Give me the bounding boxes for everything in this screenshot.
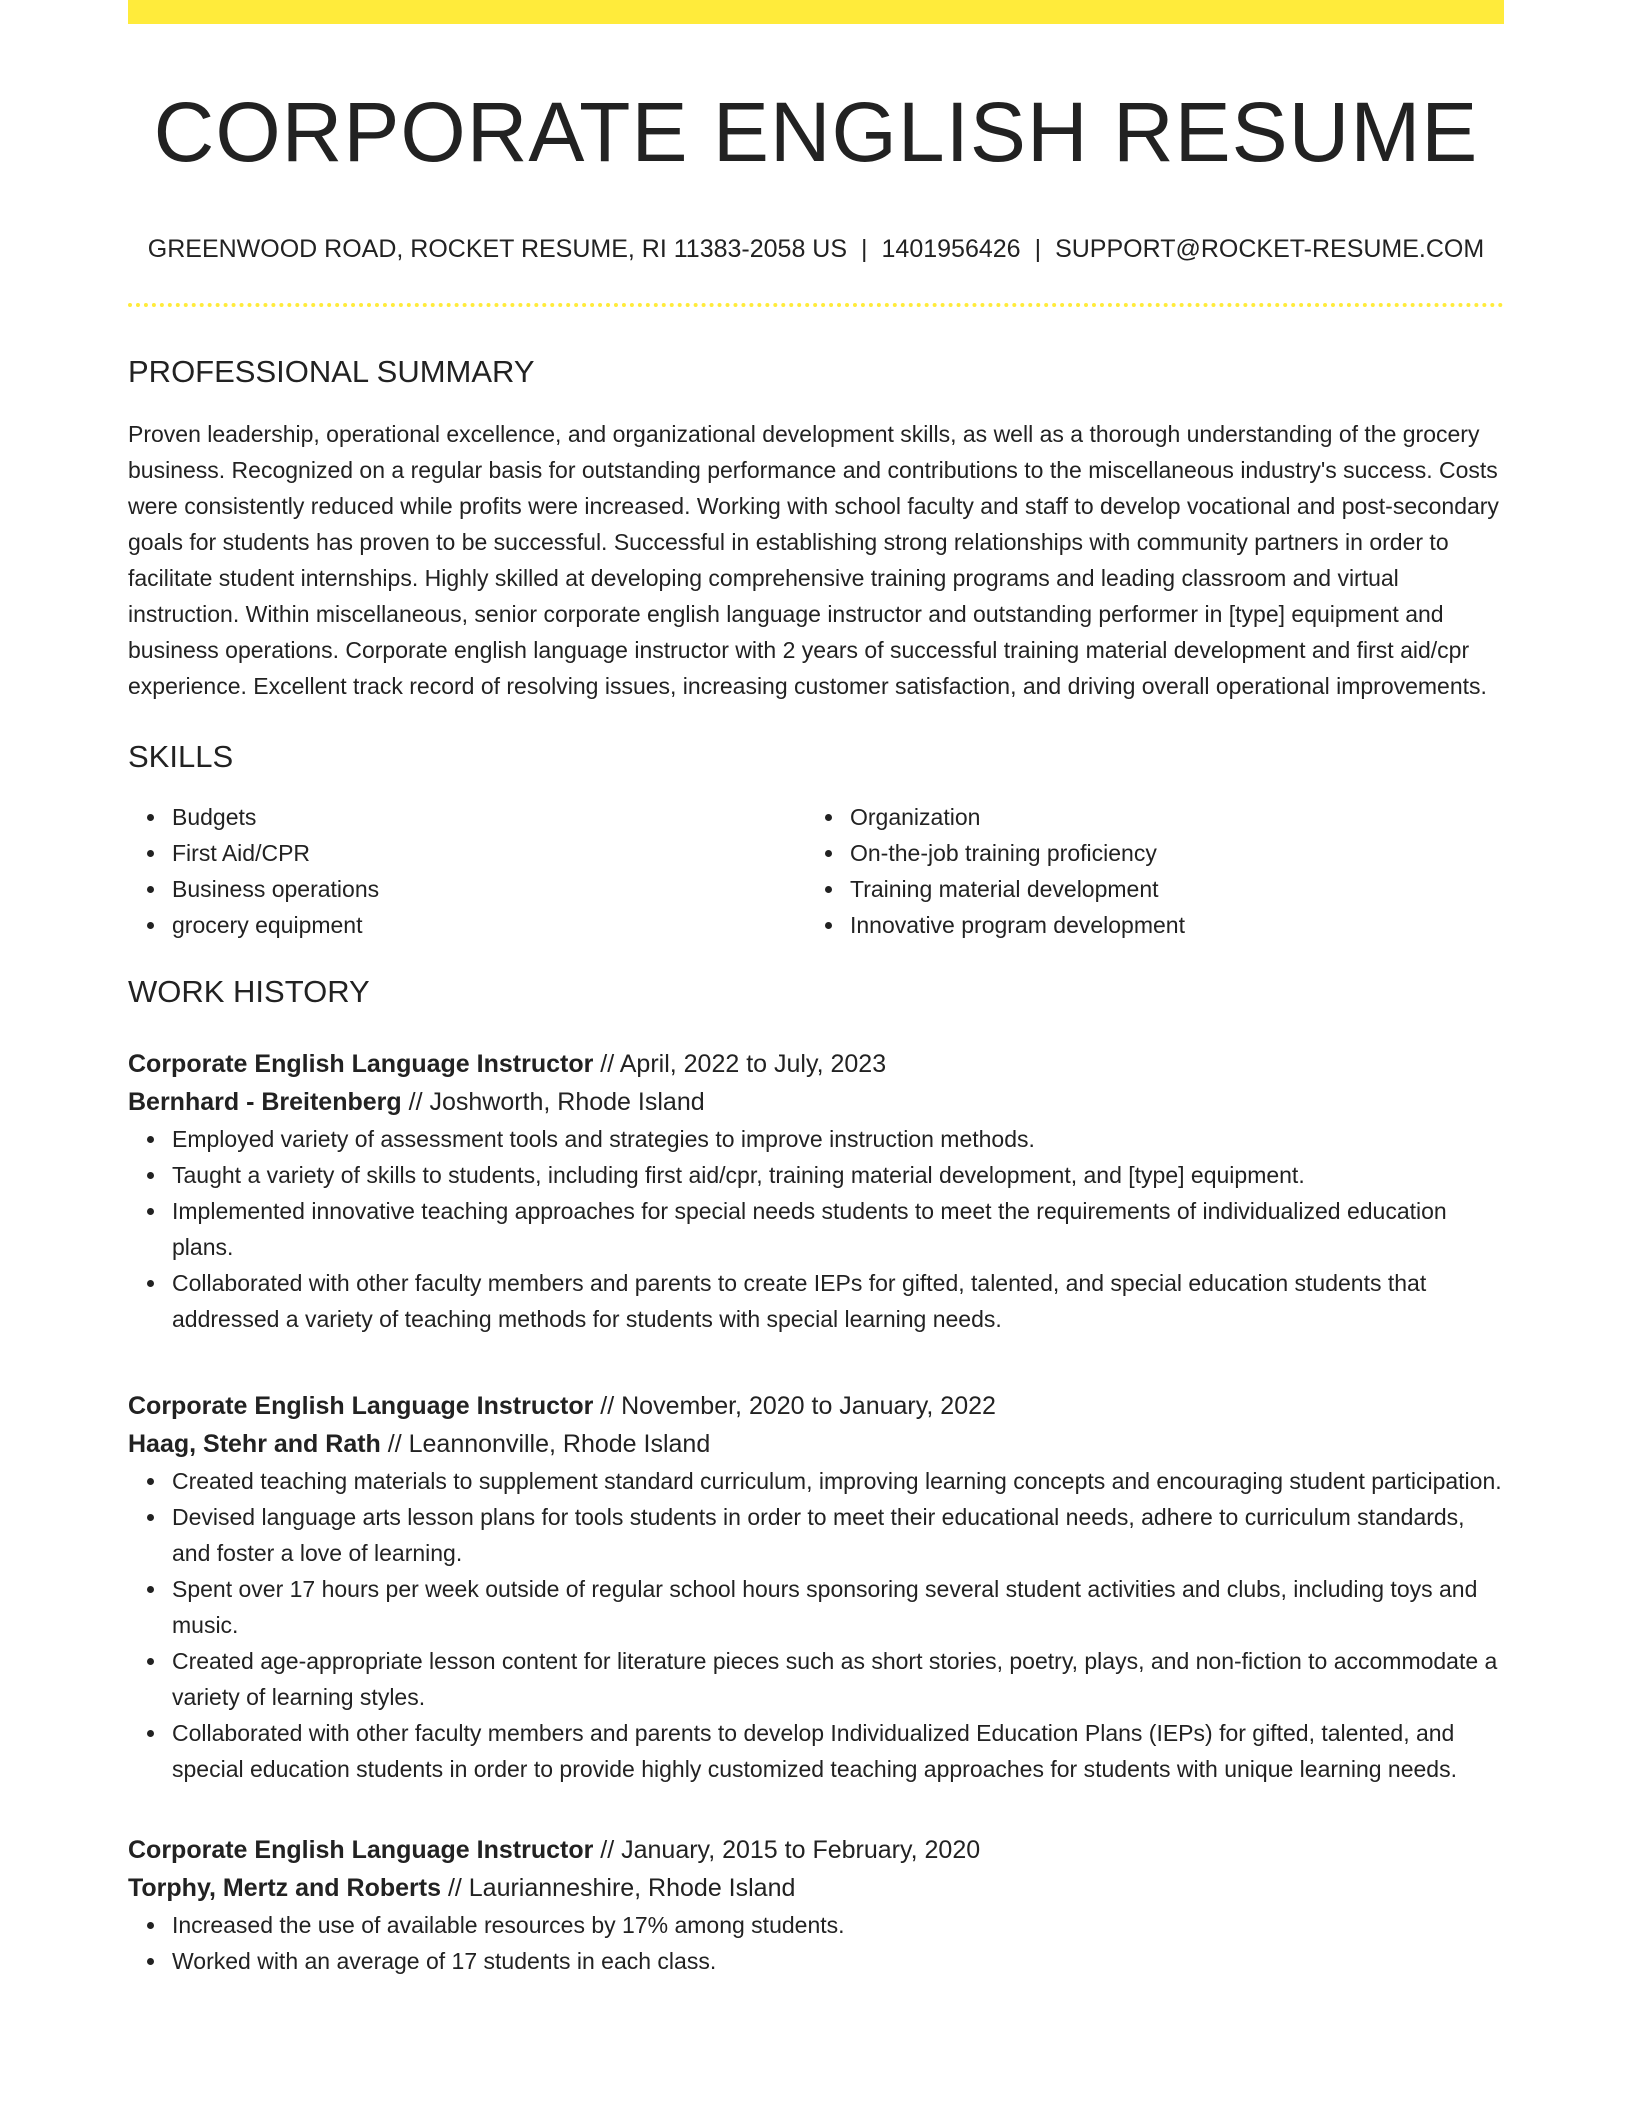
resume-page (128, 0, 1504, 1979)
skill-item: Innovative program development (850, 907, 1484, 943)
job-bullet: Employed variety of assessment tools and strategies to improve instruction methods. (172, 1121, 1504, 1157)
job-title: Corporate English Language Instructor (128, 1391, 594, 1420)
skills-column-left (128, 799, 806, 943)
resume-title: CORPORATE ENGLISH RESUME (153, 85, 1479, 179)
job-location: // Leannonville, Rhode Island (387, 1429, 711, 1458)
job-dates: // April, 2022 to July, 2023 (600, 1049, 887, 1078)
skills-grid (128, 799, 1504, 943)
job-bullet: Devised language arts lesson plans for tools students in order to meet their educational needs, adhere to curriculum standards, and foster a love of learning. (172, 1499, 1504, 1571)
job-company-line (128, 1425, 1504, 1463)
contact-phone: 1401956426 (881, 234, 1021, 263)
top-accent-bar (128, 0, 1504, 24)
work-history-section (128, 973, 1504, 1978)
contact-separator: | (1034, 234, 1042, 263)
work-history-heading: WORK HISTORY (128, 974, 370, 1010)
job-bullet: Collaborated with other faculty members and parents to create IEPs for gifted, talented, and special education students that addressed a variety of teaching methods for students with special learning needs. (172, 1265, 1504, 1337)
contact-line (128, 233, 1504, 266)
dotted-divider (128, 303, 1504, 307)
job-bullet: Created age-appropriate lesson content for literature pieces such as short stories, poetry, plays, and non-fiction to accommodate a variety of learning styles. (172, 1643, 1504, 1715)
skills-section (128, 738, 1504, 943)
job-bullet: Spent over 17 hours per week outside of regular school hours sponsoring several student activities and clubs, including toys and music. (172, 1571, 1504, 1643)
job-entry (128, 1045, 1504, 1337)
skill-item: Training material development (850, 871, 1484, 907)
job-location: // Joshworth, Rhode Island (408, 1087, 705, 1116)
summary-heading: PROFESSIONAL SUMMARY (128, 354, 535, 390)
job-company-line (128, 1083, 1504, 1121)
job-title: Corporate English Language Instructor (128, 1049, 594, 1078)
job-company: Haag, Stehr and Rath (128, 1429, 381, 1458)
skill-item: Budgets (172, 799, 806, 835)
job-bullet: Worked with an average of 17 students in each class. (172, 1943, 1504, 1979)
job-title: Corporate English Language Instructor (128, 1835, 594, 1864)
job-bullet: Created teaching materials to supplement standard curriculum, improving learning concepts and encouraging student participation. (172, 1463, 1504, 1499)
job-bullet: Implemented innovative teaching approaches for special needs students to meet the requirements of individualized education plans. (172, 1193, 1504, 1265)
job-company: Torphy, Mertz and Roberts (128, 1873, 441, 1902)
job-dates: // November, 2020 to January, 2022 (600, 1391, 996, 1420)
job-entry (128, 1831, 1504, 1979)
skill-item: Business operations (172, 871, 806, 907)
summary-section (128, 353, 1504, 704)
skill-item: grocery equipment (172, 907, 806, 943)
contact-address: GREENWOOD ROAD, ROCKET RESUME, RI 11383-2058 US (147, 234, 848, 263)
job-company: Bernhard - Breitenberg (128, 1087, 402, 1116)
job-bullet: Collaborated with other faculty members and parents to develop Individualized Education Plans (IEPs) for gifted, talented, and special education students in order to provide highly customized teaching approaches for students with unique learning needs. (172, 1715, 1504, 1787)
job-bullet-list (128, 1907, 1504, 1979)
job-company-line (128, 1869, 1504, 1907)
skill-item: On-the-job training proficiency (850, 835, 1484, 871)
job-bullet: Increased the use of available resources by 17% among students. (172, 1907, 1504, 1943)
job-title-line (128, 1831, 1504, 1869)
contact-email: SUPPORT@ROCKET-RESUME.COM (1055, 234, 1485, 263)
job-location: // Laurianneshire, Rhode Island (447, 1873, 796, 1902)
summary-text: Proven leadership, operational excellence, and organizational development skills, as well as a thorough understanding of the grocery business. Recognized on a regular basis for outstanding performance and contributions to the miscellaneous industry's success. Costs were consistently reduced while profits were increased. Working with school faculty and staff to develop vocational and post-secondary goals for students has proven to be successful. Successful in establishing strong relationships with community partners in order to facilitate student internships. Highly skilled at developing comprehensive training programs and leading classroom and virtual instruction. Within miscellaneous, senior corporate english language instructor and outstanding performer in [type] equipment and business operations. Corporate english language instructor with 2 years of successful training material development and first aid/cpr experience. Excellent track record of resolving issues, increasing customer satisfaction, and driving overall operational improvements. (128, 421, 1499, 700)
job-entry (128, 1387, 1504, 1787)
job-bullet-list (128, 1121, 1504, 1337)
skills-heading: SKILLS (128, 739, 234, 775)
job-bullet-list (128, 1463, 1504, 1787)
skill-item: First Aid/CPR (172, 835, 806, 871)
skill-item: Organization (850, 799, 1484, 835)
job-title-line (128, 1387, 1504, 1425)
contact-separator: | (861, 234, 868, 263)
job-dates: // January, 2015 to February, 2020 (600, 1835, 981, 1864)
job-bullet: Taught a variety of skills to students, including first aid/cpr, training material development, and [type] equipment. (172, 1157, 1504, 1193)
job-title-line (128, 1045, 1504, 1083)
skills-column-right (806, 799, 1484, 943)
